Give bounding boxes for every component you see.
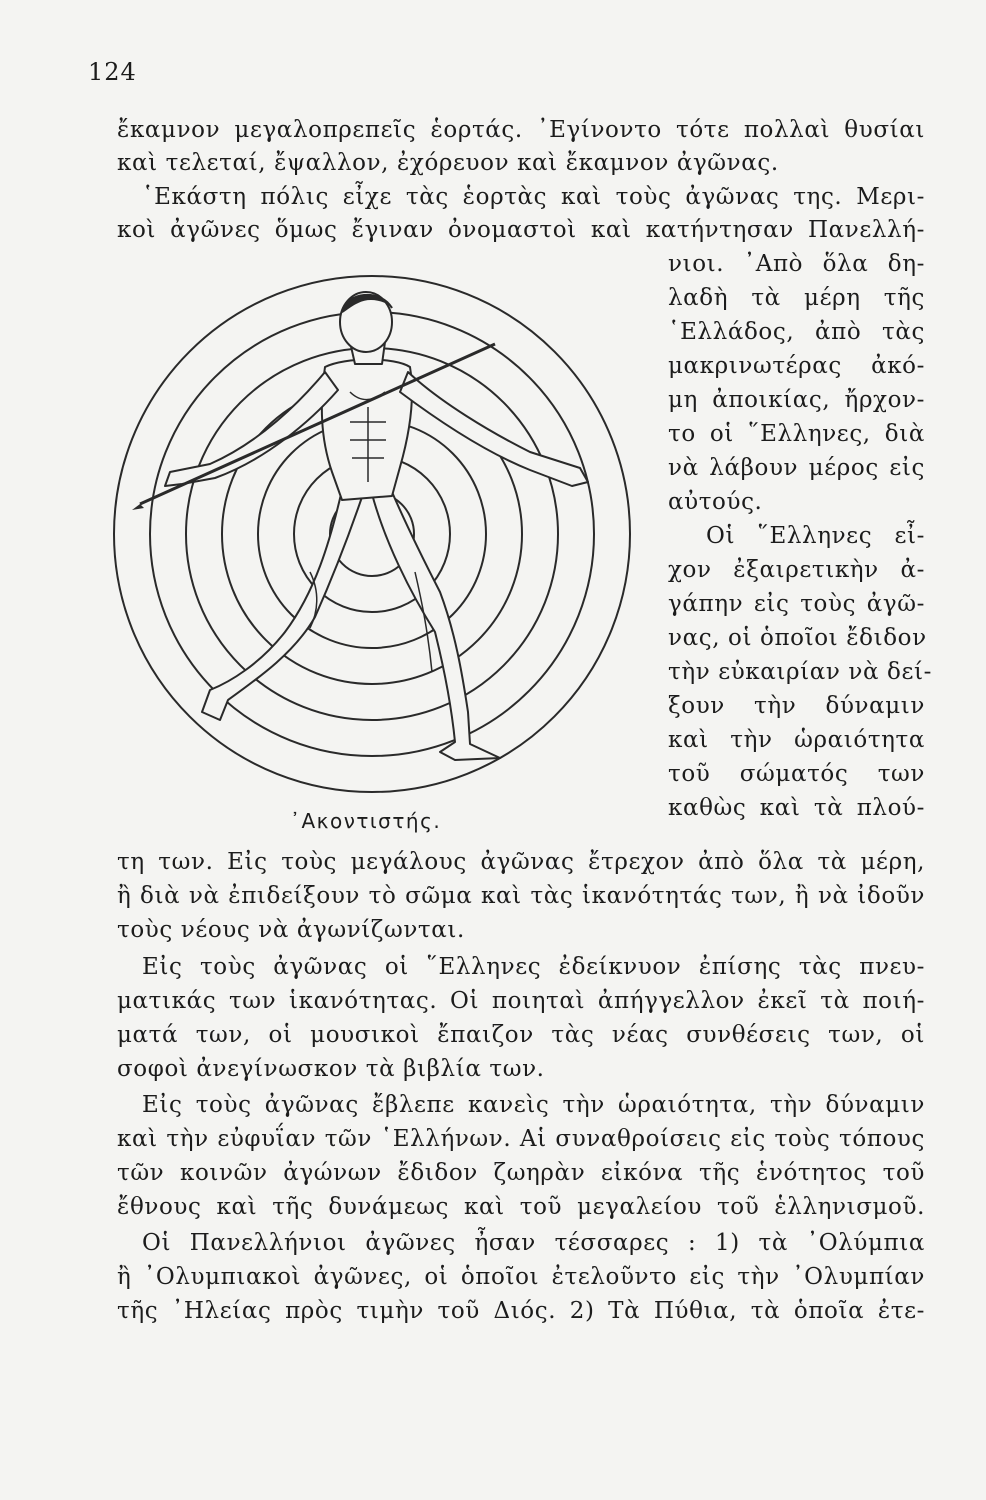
text-line: τοὺς νέους νὰ ἀγωνίζωνται. [117,917,465,943]
column-line: αὐτούς. [668,489,763,515]
text-line: ἔθνους καὶ τῆς δυνάμεως καὶ τοῦ μεγαλείου τοῦ ἑλληνισμοῦ. [117,1194,925,1220]
text-line: τῆς ᾿Ηλείας πρὸς τιμὴν τοῦ Διός. 2) Τὰ Πύθια, τὰ ὁποῖα ἐτε- [117,1298,925,1324]
column-line: τὴν εὐκαιρίαν νὰ δεί- [668,659,932,685]
text-line: σοφοὶ ἀνεγίνωσκον τὰ βιβλία των. [117,1056,545,1082]
column-line: μακρινωτέρας ἀκό- [668,353,925,379]
text-line: ματά των, οἱ μουσικοὶ ἔπαιζον τὰς νέας συνθέσεις των, οἱ [117,1022,925,1048]
text-line: ματικάς των ἱκανότητας. Οἱ ποιηταὶ ἀπήγγελλον ἐκεῖ τὰ ποιή- [117,988,925,1014]
text-line: τῶν κοινῶν ἀγώνων ἔδιδον ζωηρὰν εἰκόνα τῆς ἑνότητος τοῦ [117,1160,925,1186]
column-line: χον ἐξαιρετικὴν ἀ- [668,557,925,583]
column-line: τοῦ σώματός των [668,761,925,787]
text-line: τη των. Εἰς τοὺς μεγάλους ἀγῶνας ἔτρεχον ἀπὸ ὅλα τὰ μέρη, [117,849,925,875]
column-line: νιοι. ᾿Απὸ ὅλα δη- [668,251,925,277]
column-line: ῾Ελλάδος, ἀπὸ τὰς [668,319,925,345]
column-line: γάπην εἰς τοὺς ἀγῶ- [668,591,925,617]
javelin-thrower-illustration [110,272,650,812]
text-line: ἢ ᾿Ολυμπιακοὶ ἀγῶνες, οἱ ὁποῖοι ἐτελοῦντο εἰς τὴν ᾿Ολυμπίαν [117,1264,925,1290]
column-line: καὶ τὴν ὡραιότητα [668,727,925,753]
text-line: ἢ διὰ νὰ ἐπιδείξουν τὸ σῶμα καὶ τὰς ἱκανότητάς των, ἢ νὰ ἰδοῦν [117,883,925,909]
column-line: λαδὴ τὰ μέρη τῆς [668,285,925,311]
column-line: το οἱ ῞Ελληνες, διὰ [668,421,925,447]
text-line: Οἱ Πανελλήνιοι ἀγῶνες ἦσαν τέσσαρες : 1) τὰ ᾿Ολύμπια [142,1230,925,1256]
text-line: Εἰς τοὺς ἀγῶνας οἱ ῞Ελληνες ἐδείκνυον ἐπίσης τὰς πνευ- [142,954,925,980]
figure-caption: ᾿Ακοντιστής. [290,809,442,833]
column-line: καθὼς καὶ τὰ πλού- [668,795,925,821]
column-line: νας, οἱ ὁποῖοι ἔδιδον [668,625,927,651]
text-line: Εἰς τοὺς ἀγῶνας ἔβλεπε κανεὶς τὴν ὡραιότητα, τὴν δύναμιν [142,1092,925,1118]
column-line: ξουν τὴν δύναμιν [668,693,925,719]
text-line: καὶ τὴν εὐφυΐαν τῶν ῾Ελλήνων. Αἱ συναθροίσεις εἰς τοὺς τόπους [117,1126,925,1152]
text-line: καὶ τελεταί, ἔψαλλον, ἐχόρευον καὶ ἔκαμνον ἀγῶνας. [117,150,779,176]
text-line: ῾Εκάστη πόλις εἶχε τὰς ἑορτὰς καὶ τοὺς ἀγῶνας της. Μερι- [142,184,925,210]
text-line: κοὶ ἀγῶνες ὅμως ἔγιναν ὀνομαστοὶ καὶ κατήντησαν Πανελλή- [117,217,925,243]
column-line: μη ἀποικίας, ἤρχον- [668,387,925,413]
page-number: 124 [88,58,137,86]
column-line: νὰ λάβουν μέρος εἰς [668,455,925,481]
column-line: Οἱ ῞Ελληνες εἶ- [706,523,925,549]
text-line: ἔκαμνον μεγαλοπρεπεῖς ἑορτάς. ᾿Εγίνοντο τότε πολλαὶ θυσίαι [117,117,925,143]
